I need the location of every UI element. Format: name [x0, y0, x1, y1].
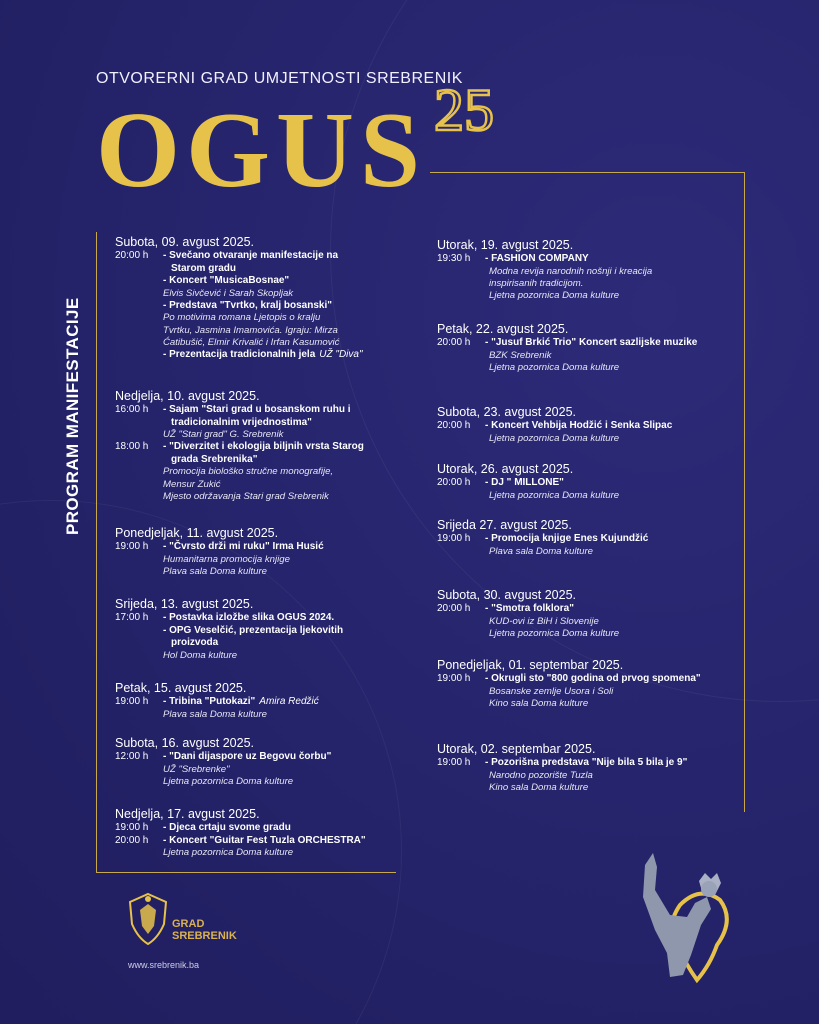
event-title: - "Jusuf Brkić Trio" Koncert sazlijske muzike	[485, 337, 698, 348]
event-title: - Okrugli sto "800 godina od prvog spomena"	[485, 673, 701, 684]
event-time: 19:30 h	[437, 253, 471, 264]
event-detail: Narodno pozorište Tuzla	[489, 769, 593, 781]
program-title-vertical: PROGRAM MANIFESTACIJE	[63, 297, 82, 535]
event-time	[115, 263, 163, 276]
frame-line-left	[96, 232, 97, 872]
event-title: - "Diverzitet i ekologija biljnih vrsta Starog	[163, 441, 364, 453]
event-title: - Svečano otvaranje manifestacije na	[163, 250, 339, 261]
event-detail: Plava sala Doma kulture	[163, 565, 267, 577]
day-date: Subota, 30. avgust 2025.	[437, 588, 576, 602]
day-date: Srijeda 27. avgust 2025.	[437, 518, 572, 532]
event-detail: Po motivima romana Ljetopis o kralju	[163, 312, 321, 324]
event-title: - Promocija knjige Enes Kujundžić	[485, 533, 649, 544]
event-time: 19:00 h	[115, 696, 149, 707]
event-title: - Tribina "Putokazi"	[163, 696, 256, 707]
event-detail: UŽ "Stari grad" G. Srebrenik	[163, 429, 284, 440]
schedule-day	[437, 658, 737, 710]
event-time: 19:00 h	[437, 757, 471, 768]
event-title: - Koncert Vehbija Hodžić i Senka Slipac	[485, 420, 673, 431]
event-title: - DJ " MILLONE"	[485, 477, 564, 488]
event-title: - OPG Veselčić, prezentacija ljekovitih	[163, 624, 344, 636]
event-time: 19:00 h	[115, 541, 149, 552]
event-time: 20:00 h	[115, 250, 149, 261]
schedule-day	[115, 389, 420, 503]
event-row	[437, 533, 737, 546]
event-row	[115, 441, 420, 454]
event-row	[115, 541, 420, 554]
event-row	[115, 835, 420, 848]
event-title: - Postavka izložbe slika OGUS 2024.	[163, 612, 335, 623]
schedule-day	[437, 462, 737, 502]
event-detail: Mjesto održavanja Stari grad Srebrenik	[163, 490, 329, 502]
logo-year: 25	[434, 77, 494, 143]
event-row	[437, 337, 737, 350]
frame-line-right	[744, 172, 745, 812]
event-row	[115, 417, 420, 430]
website-link[interactable]: www.srebrenik.ba	[128, 960, 200, 970]
event-detail: Hol Doma kulture	[163, 649, 238, 661]
event-extra: UŽ "Diva"	[319, 349, 363, 361]
event-time: 19:00 h	[115, 822, 149, 833]
event-time: 19:00 h	[437, 673, 471, 684]
event-row	[437, 477, 737, 490]
event-row	[115, 250, 420, 263]
event-row	[437, 673, 737, 686]
schedule-day	[437, 588, 737, 640]
day-date: Subota, 23. avgust 2025.	[437, 405, 576, 419]
event-row	[115, 696, 420, 709]
event-title: - Pozorišna predstava "Nije bila 5 bila je 9"	[485, 757, 688, 768]
schedule-day	[115, 597, 420, 662]
event-detail: Promocija biološko stručne monografije,	[163, 466, 334, 478]
day-date: Utorak, 19. avgust 2025.	[437, 238, 574, 252]
event-detail: Ljetna pozornica Doma kulture	[489, 290, 620, 302]
event-detail: Modna revija narodnih nošnji i kreacija	[489, 265, 653, 277]
event-title: Starom gradu	[171, 262, 237, 274]
event-time: 20:00 h	[437, 337, 471, 348]
day-date: Petak, 22. avgust 2025.	[437, 322, 569, 336]
event-row	[437, 253, 737, 266]
ogus-logo	[96, 68, 526, 193]
event-row	[437, 420, 737, 433]
day-date: Nedjelja, 17. avgust 2025.	[115, 807, 260, 821]
day-date: Subota, 16. avgust 2025.	[115, 736, 254, 750]
event-row	[115, 454, 420, 467]
event-time	[115, 637, 163, 650]
event-time: 16:00 h	[115, 404, 149, 415]
event-time: 20:00 h	[437, 420, 471, 431]
event-time	[115, 275, 163, 288]
event-detail: Ljetna pozornica Doma kulture	[163, 775, 294, 787]
day-date: Ponedjeljak, 01. septembar 2025.	[437, 658, 624, 672]
schedule-day	[437, 405, 737, 445]
event-row	[437, 603, 737, 616]
event-title: tradicionalnim vrijednostima"	[171, 416, 312, 428]
schedule-day	[437, 322, 737, 374]
event-time: 17:00 h	[115, 612, 149, 623]
event-row	[115, 637, 420, 650]
event-time	[115, 625, 163, 638]
event-detail: Elvis Sivčević i Sarah Skopljak	[163, 287, 294, 299]
event-row	[115, 822, 420, 835]
event-row	[115, 751, 420, 764]
day-date: Srijeda, 13. avgust 2025.	[115, 597, 254, 611]
event-detail: Ljetna pozornica Doma kulture	[489, 361, 620, 373]
event-title: - Predstava "Tvrtko, kralj bosanski"	[163, 299, 332, 311]
event-row	[115, 349, 420, 362]
event-time: 20:00 h	[115, 834, 149, 846]
event-detail: Ljetna pozornica Doma kulture	[489, 489, 620, 501]
schedule-day	[437, 518, 737, 558]
event-row	[115, 300, 420, 313]
event-title: - FASHION COMPANY	[485, 253, 589, 264]
event-time: 18:00 h	[115, 441, 149, 453]
day-date: Petak, 15. avgust 2025.	[115, 681, 247, 695]
event-title: - Djeca crtaju svome gradu	[163, 822, 291, 833]
frame-line-bottom	[96, 872, 396, 873]
event-title: proizvoda	[171, 637, 219, 648]
event-title: - Prezentacija tradicionalnih jela	[163, 349, 316, 361]
event-detail: UŽ "Srebrenke"	[163, 763, 230, 775]
srebrenik-coat-of-arms-icon	[126, 890, 170, 946]
schedule-day	[115, 681, 420, 721]
event-row	[115, 625, 420, 638]
schedule-day	[115, 807, 420, 859]
event-detail: Mensur Zukić	[163, 478, 221, 490]
event-row	[437, 757, 737, 770]
event-time	[115, 454, 163, 467]
event-time: 12:00 h	[115, 751, 149, 762]
event-title: - "Smotra folklora"	[485, 603, 574, 614]
logo-text: OGUS	[96, 91, 427, 193]
event-title: grada Srebrenika"	[171, 453, 258, 465]
event-title: - Koncert "MusicaBosnae"	[163, 275, 290, 286]
event-title: - Sajam "Stari grad u bosanskom ruhu i	[163, 404, 351, 415]
day-date: Utorak, 02. septembar 2025.	[437, 742, 596, 756]
event-time: 19:00 h	[437, 533, 471, 544]
tagline: OTVORERNI GRAD UMJETNOSTI SREBRENIK	[96, 70, 463, 87]
event-detail: BZK Srebrenik	[489, 349, 552, 361]
event-time	[115, 349, 163, 362]
event-detail: Tvrtku, Jasmina Imamovića. Igraju: Mirza	[163, 324, 338, 336]
event-row	[115, 612, 420, 625]
day-date: Subota, 09. avgust 2025.	[115, 235, 254, 249]
event-detail: Ćatibušić, Elmir Krivalić i Irfan Kasumović	[163, 336, 340, 348]
schedule-day	[115, 736, 420, 788]
city-name-line2: SREBRENIK	[172, 930, 237, 942]
schedule-day	[437, 238, 737, 302]
event-detail: Ljetna pozornica Doma kulture	[163, 847, 294, 858]
city-name-line1: GRAD	[172, 918, 205, 930]
event-row	[115, 275, 420, 288]
day-date: Nedjelja, 10. avgust 2025.	[115, 389, 260, 403]
event-detail: Bosanske zemlje Usora i Soli	[489, 685, 614, 697]
event-time: 20:00 h	[437, 477, 471, 488]
schedule-day	[437, 742, 737, 794]
event-title: - Koncert "Guitar Fest Tuzla ORCHESTRA"	[163, 834, 366, 846]
event-row	[115, 404, 420, 417]
event-time: 20:00 h	[437, 603, 471, 614]
event-row	[115, 263, 420, 276]
event-detail: Plava sala Doma kulture	[163, 708, 267, 720]
event-detail: Kino sala Doma kulture	[489, 781, 589, 793]
event-extra: Amira Redžić	[259, 696, 319, 707]
frame-line-top	[430, 172, 745, 173]
event-detail: Plava sala Doma kulture	[489, 545, 593, 557]
event-detail: Ljetna pozornica Doma kulture	[489, 432, 620, 444]
event-detail: Ljetna pozornica Doma kulture	[489, 627, 620, 639]
event-detail: KUD-ovi iz BiH i Slovenije	[489, 615, 599, 627]
event-detail: Kino sala Doma kulture	[489, 697, 589, 709]
city-name	[172, 918, 237, 942]
king-statue-lily-icon	[625, 845, 740, 985]
day-date: Utorak, 26. avgust 2025.	[437, 462, 574, 476]
event-title: - "Dani dijaspore uz Begovu čorbu"	[163, 751, 332, 762]
event-time	[115, 417, 163, 430]
event-time	[115, 300, 163, 313]
event-title: - "Čvrsto drži mi ruku" Irma Husić	[163, 541, 324, 552]
event-detail: inspirisanih tradicijom.	[489, 277, 584, 289]
schedule-day	[115, 526, 420, 578]
schedule-day	[115, 235, 420, 362]
event-detail: Humanitarna promocija knjige	[163, 553, 290, 565]
day-date: Ponedjeljak, 11. avgust 2025.	[115, 526, 279, 540]
